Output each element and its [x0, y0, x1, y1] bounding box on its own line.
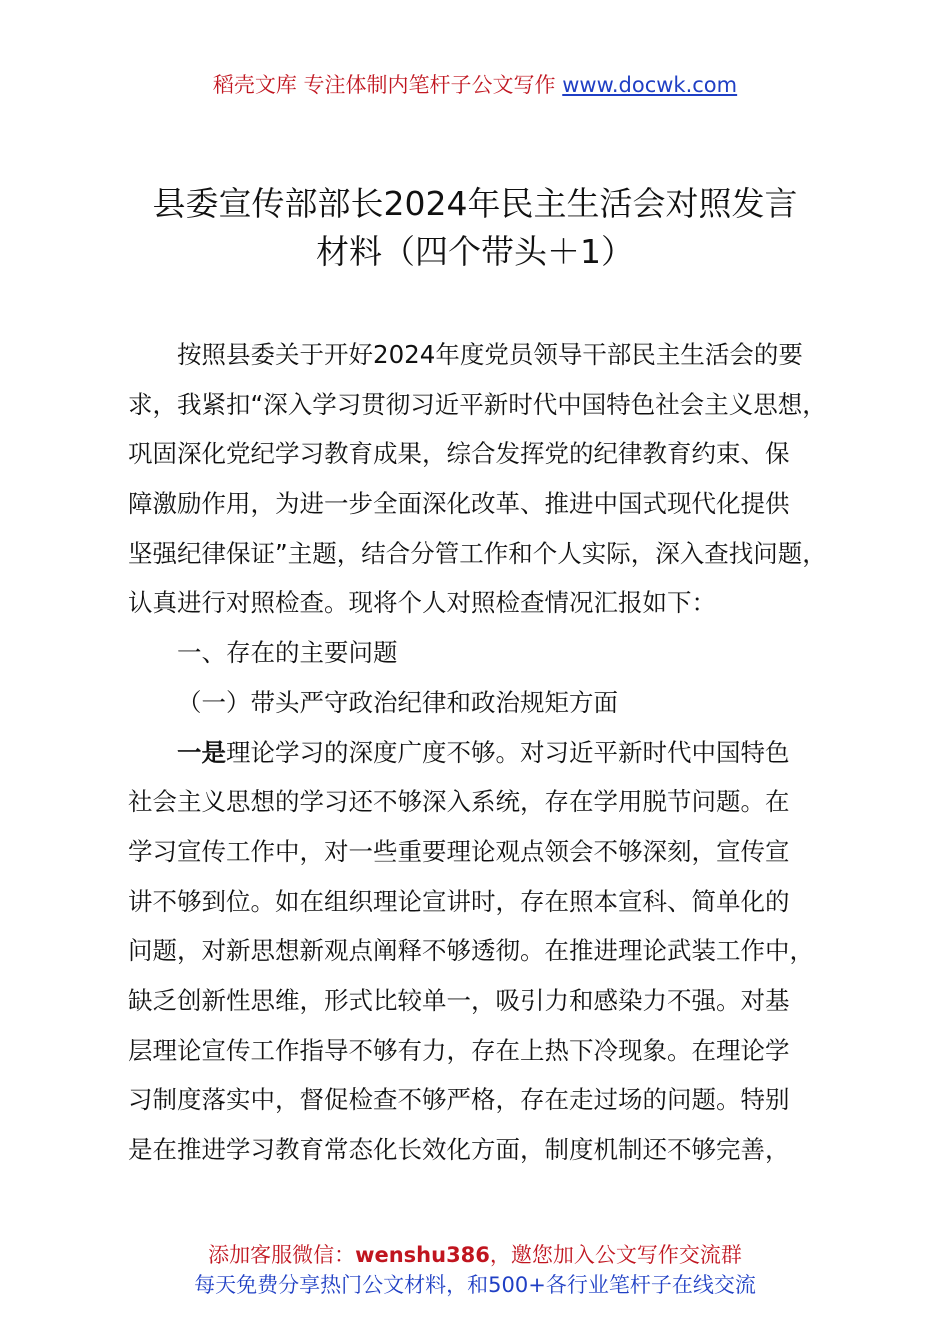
item-line: 问题，对新思想新观点阐释不够透彻。在推进理论武装工作中， — [128, 936, 814, 966]
footer-suffix: ，邀您加入公文写作交流群 — [489, 1243, 742, 1267]
header-brand-text: 稻壳文库 专注体制内笔杆子公文写作 — [212, 73, 556, 97]
body-line: 求，我紧扣“深入学习贯彻习近平新时代中国特色社会主义思想， — [128, 389, 827, 419]
item-line: 层理论宣传工作指导不够有力，存在上热下冷现象。在理论学 — [128, 1035, 790, 1065]
body-line: 巩固深化党纪学习教育成果，综合发挥党的纪律教育约束、保 — [128, 439, 790, 469]
footer-line-2: 每天免费分享热门公文材料，和500+各行业笔杆子在线交流 — [194, 1273, 756, 1297]
title-line-2: 材料（四个带头＋1） — [316, 232, 634, 271]
item-line: 社会主义思想的学习还不够深入系统，存在学用脱节问题。在 — [128, 787, 790, 817]
header-site-link[interactable]: www.docwk.com — [562, 73, 738, 97]
item-line: 讲不够到位。如在组织理论宣讲时，存在照本宣科、简单化的 — [128, 886, 790, 916]
footer-wechat-id: wenshu386 — [355, 1243, 490, 1267]
body-line: 障激励作用，为进一步全面深化改革、推进中国式现代化提供 — [128, 489, 790, 519]
item-lead: 一是 — [177, 737, 226, 767]
title-line-1: 县委宣传部部长2024年民主生活会对照发言 — [152, 184, 798, 223]
section-heading: 一、存在的主要问题 — [177, 638, 398, 668]
item-line: 学习宣传工作中，对一些重要理论观点领会不够深刻，宣传宣 — [128, 836, 790, 866]
footer-line-1 — [0, 1240, 950, 1270]
body-line: 按照县委关于开好2024年度党员领导干部民主生活会的要 — [177, 340, 803, 369]
item-line: 习制度落实中，督促检查不够严格，存在走过场的问题。特别 — [128, 1085, 790, 1115]
watermark-footer — [0, 1240, 950, 1300]
document-body — [128, 330, 863, 1175]
watermark-header — [0, 70, 950, 100]
body-line: 坚强纪律保证”主题，结合分管工作和个人实际，深入查找问题， — [128, 538, 827, 568]
body-line: 认真进行对照检查。现将个人对照检查情况汇报如下： — [128, 588, 716, 618]
item-first-line-text: 理论学习的深度广度不够。对习近平新时代中国特色 — [226, 737, 790, 767]
footer-prefix: 添加客服微信： — [208, 1243, 356, 1267]
subsection-heading: （一）带头严守政治纪律和政治规矩方面 — [177, 687, 618, 717]
item-line: 缺乏创新性思维，形式比较单一，吸引力和感染力不强。对基 — [128, 985, 790, 1015]
item-first-line — [128, 728, 863, 778]
document-title — [60, 180, 890, 276]
item-line: 是在推进学习教育常态化长效化方面，制度机制还不够完善， — [128, 1135, 790, 1164]
